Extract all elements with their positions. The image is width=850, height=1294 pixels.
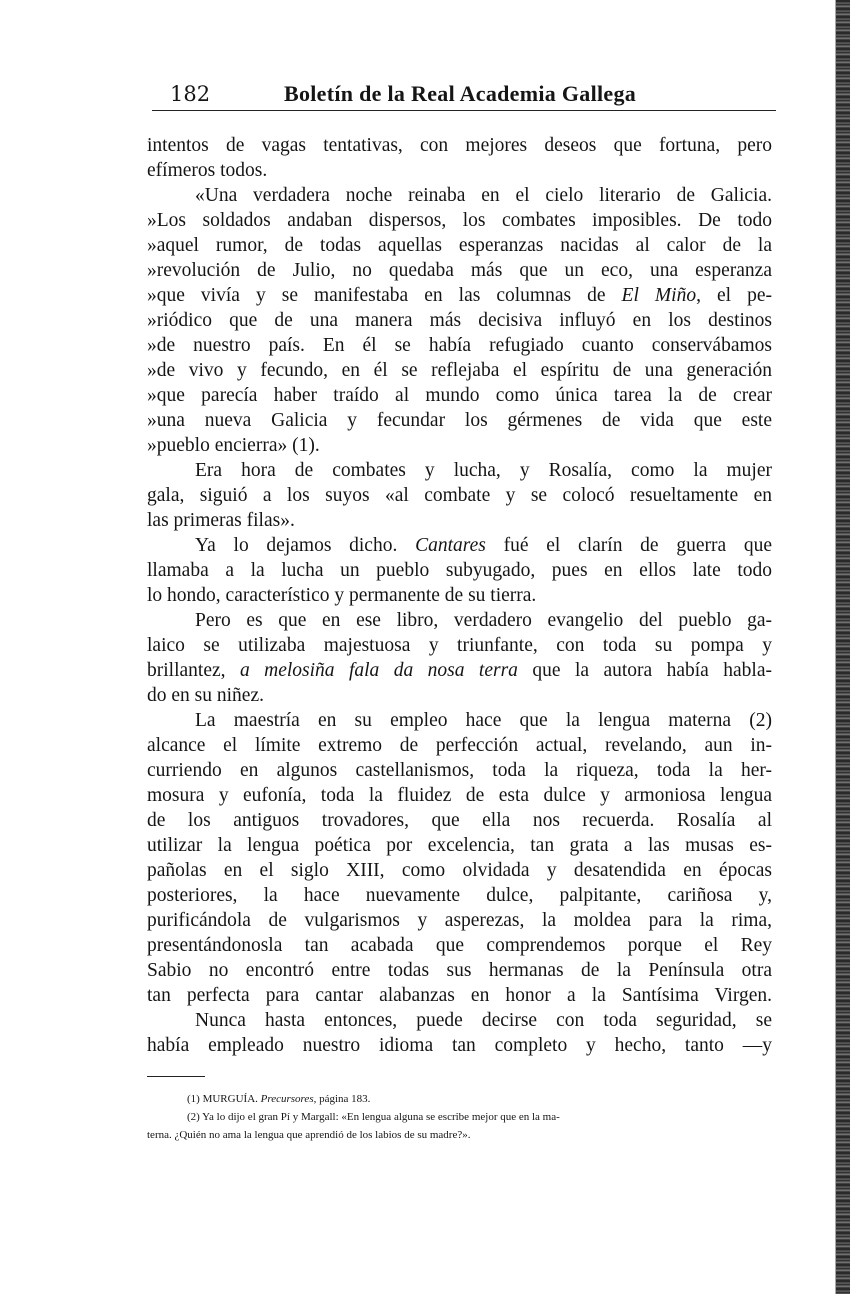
header-rule bbox=[152, 110, 776, 111]
footnote-2-continued: terna. ¿Quién no ama la lengua que aprendió de los labios de su madre?». bbox=[147, 1129, 471, 1141]
text-line: brillantez, a melosiña fala da nosa terra que la autora había habla- bbox=[147, 660, 772, 681]
text-line: »revolución de Julio, no quedaba más que un eco, una esperanza bbox=[147, 260, 772, 281]
text-line: »Los soldados andaban dispersos, los combates imposibles. De todo bbox=[147, 210, 772, 231]
text-line: »de vivo y fecundo, en él se reflejaba el espíritu de una generación bbox=[147, 360, 772, 381]
text-line: »que parecía haber traído al mundo como única tarea la de crear bbox=[147, 385, 772, 406]
text-line: purificándola de vulgarismos y asperezas, la moldea para la rima, bbox=[147, 910, 772, 931]
text-line: »de nuestro país. En él se había refugiado cuanto conservábamos bbox=[147, 335, 772, 356]
text-line: utilizar la lengua poética por excelencia, tan grata a las musas es- bbox=[147, 835, 772, 856]
footnote-1: (1) MURGUÍA. Precursores, página 183. bbox=[187, 1093, 371, 1105]
text-line: La maestría en su empleo hace que la lengua materna (2) bbox=[195, 710, 772, 731]
text-line: lo hondo, característico y permanente de su tierra. bbox=[147, 585, 537, 606]
text-line: »una nueva Galicia y fecundar los gérmenes de vida que este bbox=[147, 410, 772, 431]
text-line: posteriores, la hace nuevamente dulce, palpitante, cariñosa y, bbox=[147, 885, 772, 906]
text-line: «Una verdadera noche reinaba en el cielo literario de Galicia. bbox=[195, 185, 772, 206]
text-line: Era hora de combates y lucha, y Rosalía, como la mujer bbox=[195, 460, 772, 481]
text-line: las primeras filas». bbox=[147, 510, 295, 531]
text-line: mosura y eufonía, toda la fluidez de esta dulce y armoniosa lengua bbox=[147, 785, 772, 806]
text-line: efímeros todos. bbox=[147, 160, 268, 181]
text-line: »que vivía y se manifestaba en las columnas de El Miño, el pe- bbox=[147, 285, 772, 306]
text-line: había empleado nuestro idioma tan completo y hecho, tanto —y bbox=[147, 1035, 772, 1056]
text-line: curriendo en algunos castellanismos, toda la riqueza, toda la her- bbox=[147, 760, 772, 781]
text-line: do en su niñez. bbox=[147, 685, 264, 706]
text-line: de los antiguos trovadores, que ella nos recuerda. Rosalía al bbox=[147, 810, 772, 831]
text-line: alcance el límite extremo de perfección actual, revelando, aun in- bbox=[147, 735, 772, 756]
footnote-rule bbox=[147, 1076, 205, 1077]
text-line: laico se utilizaba majestuosa y triunfante, con toda su pompa y bbox=[147, 635, 772, 656]
text-line: Sabio no encontró entre todas sus hermanas de la Península otra bbox=[147, 960, 772, 981]
page-number: 182 bbox=[170, 82, 211, 106]
text-line: pañolas en el siglo XIII, como olvidada y desatendida en épocas bbox=[147, 860, 772, 881]
scanned-page-edge bbox=[836, 0, 850, 1294]
text-line: »aquel rumor, de todas aquellas esperanzas nacidas al calor de la bbox=[147, 235, 772, 256]
text-line: Pero es que en ese libro, verdadero evangelio del pueblo ga- bbox=[195, 610, 772, 631]
text-line: Nunca hasta entonces, puede decirse con toda seguridad, se bbox=[195, 1010, 772, 1031]
text-line: »pueblo encierra» (1). bbox=[147, 435, 320, 456]
text-line: »riódico que de una manera más decisiva influyó en los destinos bbox=[147, 310, 772, 331]
text-line: llamaba a la lucha un pueblo subyugado, pues en ellos late todo bbox=[147, 560, 772, 581]
text-line: intentos de vagas tentativas, con mejores deseos que fortuna, pero bbox=[147, 135, 772, 156]
text-line: gala, siguió a los suyos «al combate y se colocó resueltamente en bbox=[147, 485, 772, 506]
text-line: presentándonosla tan acabada que comprendemos porque el Rey bbox=[147, 935, 772, 956]
body-text bbox=[147, 133, 772, 1058]
footnotes bbox=[147, 1090, 772, 1144]
text-line: tan perfecta para cantar alabanzas en honor a la Santísima Virgen. bbox=[147, 985, 772, 1006]
running-title: Boletín de la Real Academia Gallega bbox=[284, 81, 637, 106]
page-header bbox=[160, 78, 770, 112]
text-line: Ya lo dejamos dicho. Cantares fué el clarín de guerra que bbox=[195, 535, 772, 556]
footnote-2: (2) Ya lo dijo el gran Pí y Margall: «En lengua alguna se escribe mejor que en la ma- bbox=[187, 1111, 560, 1123]
